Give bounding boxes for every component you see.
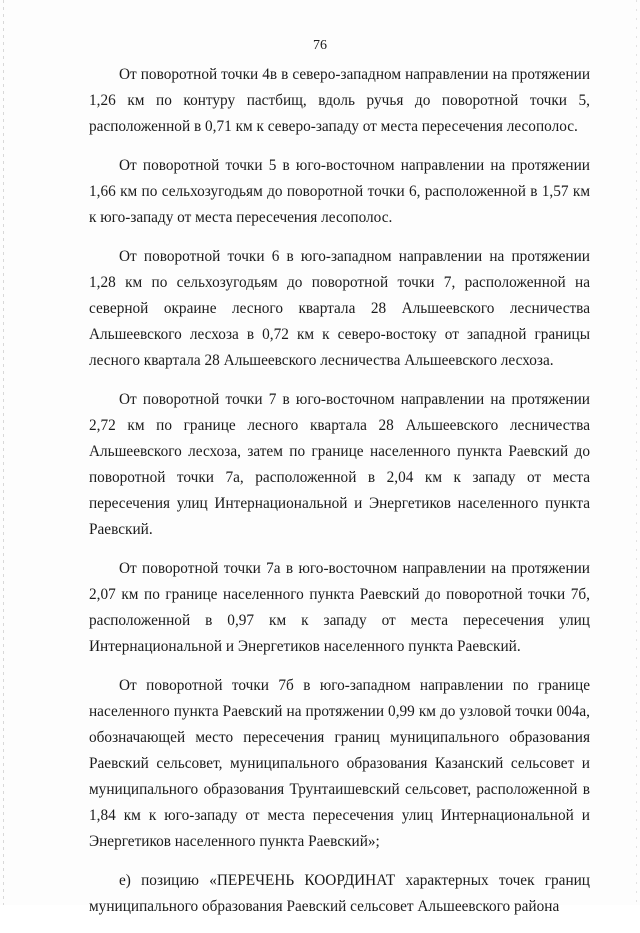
page-number: 76 (313, 38, 327, 53)
paragraph-point-5: От поворотной точки 5 в юго-восточном направлении на протяжении 1,66 км по сельхозугодьям до поворотной точки 6, расположенной в 1,57 км к юго-западу от места пересечения лесополос. (89, 157, 590, 226)
paragraph-item-e: е) позицию «ПЕРЕЧЕНЬ КООРДИНАТ характерных точек границ муниципального образования Раевский сельсовет Альшеевского района (89, 872, 590, 915)
paragraph-point-4v: От поворотной точки 4в в северо-западном направлении на протяжении 1,26 км по контуру пастбищ, вдоль ручья до поворотной точки 5, расположенной в 0,71 км к северо-западу от места пересечения лесополос. (89, 66, 590, 135)
paragraph-point-7b: От поворотной точки 7б в юго-западном направлении по границе населенного пункта Раевский на протяжении 0,99 км до узловой точки 004а, обозначающей место пересечения границ муниципального образования Раевский сельсовет, муниципального образования Казанский сельсовет и муниципального образования Трунтаишевский сельсовет, расположенной в 1,84 км к юго-западу от места пересечения улиц Интернациональной и Энергетиков населенного пункта Раевский»; (89, 677, 590, 850)
scan-edge-left (3, 0, 4, 905)
document-body (89, 62, 590, 933)
paragraph-point-7: От поворотной точки 7 в юго-восточном направлении на протяжении 2,72 км по границе лесного квартала 28 Альшеевского лесничества Альшеевского лесхоза, затем по границе населенного пункта Раевский до поворотной точки 7а, расположенной в 2,04 км к западу от места пересечения улиц Интернациональной и Энергетиков населенного пункта Раевский. (89, 391, 590, 538)
paragraph-point-6: От поворотной точки 6 в юго-западном направлении на протяжении 1,28 км по сельхозугодьям до поворотной точки 7, расположенной на северной окраине лесного квартала 28 Альшеевского лесничества Альшеевского лесхоза в 0,72 км к северо-востоку от западной границы лесного квартала 28 Альшеевского лесничества Альшеевского лесхоза. (89, 248, 590, 369)
scan-edge-right (636, 0, 637, 905)
paragraph-point-7a: От поворотной точки 7а в юго-восточном направлении на протяжении 2,07 км по границе населенного пункта Раевский до поворотной точки 7б, расположенной в 0,97 км к западу от места пересечения улиц Интернациональной и Энергетиков населенного пункта Раевский. (89, 560, 590, 655)
